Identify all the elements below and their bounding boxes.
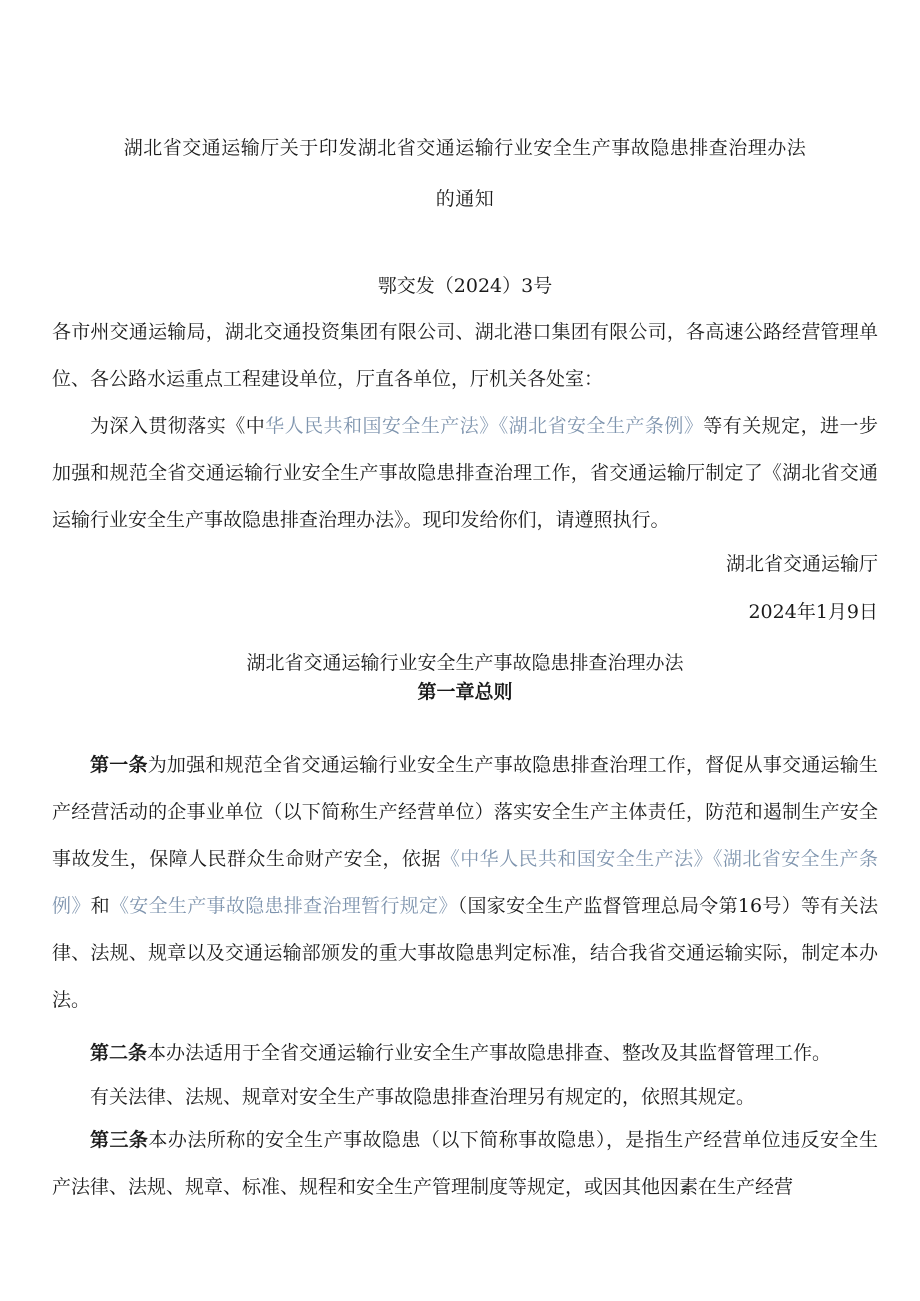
- measures-title: 湖北省交通运输行业安全生产事故隐患排查治理办法: [246, 652, 684, 674]
- article-3-text: 本办法所称的安全生产事故隐患（以下简称事故隐患），是指生产经营单位违反安全生产法律、法规、规章、标准、规程和安全生产管理制度等规定，或因其他因素在生产经营: [52, 1129, 878, 1198]
- intro-ref-safety-law[interactable]: 华人民共和国安全生产法》: [265, 415, 499, 437]
- article-1-text-b: 和: [90, 895, 110, 917]
- intro-text-b: 等有关规定，进一步加强和规范全省交通运输行业安全生产事故隐患排查治理工作，省交通运输厅制定了《湖北省交通运输行业安全生产事故隐患排查治理办法》。现印发给你们，请遵照执行。: [52, 415, 878, 531]
- document-number: 鄂交发（2024）3号: [377, 275, 553, 297]
- article-2-paragraph-2: 有关法律、法规、规章对安全生产事故隐患排查治理另有规定的，依照其规定。: [90, 1086, 756, 1108]
- document-page: [52, 0, 878, 1301]
- notice-title-line2: 的通知: [435, 188, 495, 210]
- article-1-ref-safety-law[interactable]: 《中华人民共和国安全生产法》: [440, 848, 713, 870]
- issue-date: 2024年1月9日: [748, 601, 878, 623]
- article-1-label: 第一条: [90, 754, 148, 776]
- article-3: [52, 1117, 878, 1211]
- article-2-text: 本办法适用于全省交通运输行业安全生产事故隐患排查、整改及其监督管理工作。: [147, 1042, 832, 1064]
- article-2-label: 第二条: [90, 1042, 148, 1064]
- article-1-text-c: （国家安全生产监督管理总局令第16号）等有关法律、法规、规章以及交通运输部颁发的重大事故隐患判定标准，结合我省交通运输实际，制定本办法。: [52, 895, 878, 1011]
- intro-text-a: 为深入贯彻落实《中: [90, 415, 266, 437]
- article-1-ref-interim-provisions[interactable]: 《安全生产事故隐患排查治理暂行规定》: [109, 895, 458, 917]
- article-1: [52, 742, 878, 1024]
- notice-title-line1: 湖北省交通运输厅关于印发湖北省交通运输行业安全生产事故隐患排查治理办法: [123, 137, 807, 159]
- article-3-label: 第三条: [90, 1129, 149, 1151]
- intro-paragraph: [52, 403, 878, 544]
- intro-ref-hubei-regulation[interactable]: 《湖北省安全生产条例》: [498, 415, 704, 437]
- chapter-heading: 第一章总则: [417, 681, 513, 703]
- article-1-text-a: 为加强和规范全省交通运输行业安全生产事故隐患排查治理工作，督促从事交通运输生产经营活动的企事业单位（以下简称生产经营单位）落实安全生产主体责任，防范和遏制生产安全事故发生，保障人民群众生命财产安全，依据: [52, 754, 878, 870]
- article-1-ref-hubei-regulation[interactable]: 《湖北省安全生产条例》: [52, 848, 878, 917]
- signatory: 湖北省交通运输厅: [725, 553, 878, 575]
- article-2: [52, 1031, 878, 1075]
- addressee-paragraph: 各市州交通运输局，湖北交通投资集团有限公司、湖北港口集团有限公司，各高速公路经营管理单位、各公路水运重点工程建设单位，厅直各单位，厅机关各处室：: [52, 321, 878, 390]
